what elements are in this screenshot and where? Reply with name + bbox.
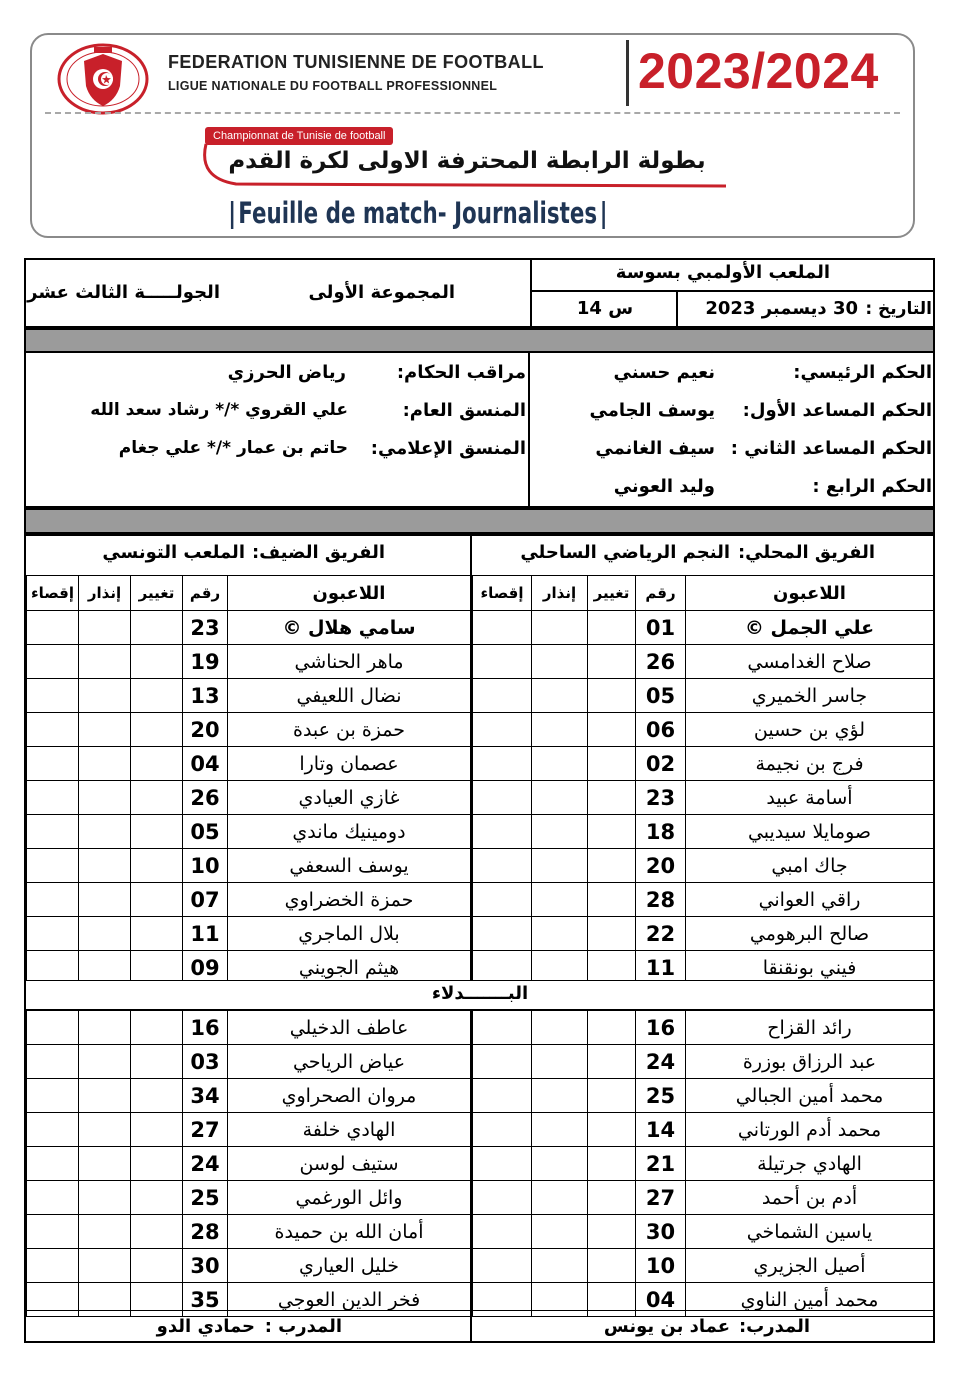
table-row bbox=[27, 883, 471, 917]
sheet-title bbox=[226, 196, 609, 230]
substitution-cell bbox=[131, 849, 183, 883]
expulsion-cell bbox=[473, 1113, 532, 1147]
dashed-separator bbox=[45, 112, 900, 114]
player-name: عياض الرياحي bbox=[228, 1045, 471, 1079]
league-name: LIGUE NATIONALE DU FOOTBALL PROFESSIONNEL bbox=[168, 79, 498, 93]
table-row bbox=[473, 645, 934, 679]
substitution-cell bbox=[588, 1079, 636, 1113]
substitution-cell bbox=[131, 781, 183, 815]
expulsion-cell bbox=[27, 645, 79, 679]
expulsion-cell bbox=[473, 781, 532, 815]
player-number: 25 bbox=[183, 1181, 228, 1215]
player-name: دومينيك ماندي bbox=[228, 815, 471, 849]
player-name: فرج بن نجيمة bbox=[686, 747, 934, 781]
player-name: فيني بونقنقا bbox=[686, 951, 934, 985]
player-number: 34 bbox=[183, 1079, 228, 1113]
player-number: 04 bbox=[183, 747, 228, 781]
table-row bbox=[27, 917, 471, 951]
expulsion-cell bbox=[27, 781, 79, 815]
player-name: راقي العواني bbox=[686, 883, 934, 917]
player-name: ياسين الشماخي bbox=[686, 1215, 934, 1249]
warning-cell bbox=[532, 849, 588, 883]
table-row bbox=[473, 713, 934, 747]
player-name: أسامة عبيد bbox=[686, 781, 934, 815]
player-number: 28 bbox=[183, 1215, 228, 1249]
warning-cell bbox=[79, 815, 131, 849]
substitution-cell bbox=[131, 1215, 183, 1249]
player-name: ستيف لوسن bbox=[228, 1147, 471, 1181]
match-time: س 14 bbox=[576, 298, 634, 319]
player-name: يوسف السعفي bbox=[228, 849, 471, 883]
player-number: 23 bbox=[636, 781, 686, 815]
warning-cell bbox=[79, 849, 131, 883]
stadium: الملعب الأولمبي بسوسة bbox=[615, 262, 830, 283]
away-coach: حمادي الدو bbox=[156, 1316, 255, 1337]
expulsion-cell bbox=[473, 1011, 532, 1045]
table-row bbox=[27, 1011, 471, 1045]
player-name: غازي العيادي bbox=[228, 781, 471, 815]
expulsion-cell bbox=[27, 883, 79, 917]
table-row bbox=[27, 1249, 471, 1283]
player-number: 01 bbox=[636, 611, 686, 645]
expulsion-cell bbox=[27, 1011, 79, 1045]
player-number: 14 bbox=[636, 1113, 686, 1147]
table-row bbox=[473, 781, 934, 815]
table-row bbox=[27, 1283, 471, 1317]
warning-cell bbox=[532, 1079, 588, 1113]
substitution-cell bbox=[131, 815, 183, 849]
info-divider-h bbox=[530, 290, 935, 292]
warning-cell bbox=[532, 611, 588, 645]
date-label: التاريخ : bbox=[865, 299, 932, 319]
player-name: الهادي خلفة bbox=[228, 1113, 471, 1147]
table-row bbox=[27, 611, 471, 645]
player-name: فخر الدين العوجي bbox=[228, 1283, 471, 1317]
player-number: 27 bbox=[636, 1181, 686, 1215]
expulsion-cell bbox=[27, 1113, 79, 1147]
table-row bbox=[27, 713, 471, 747]
player-name: أدم بن أحمد bbox=[686, 1181, 934, 1215]
player-name: ماهر الحناشي bbox=[228, 645, 471, 679]
expulsion-cell bbox=[27, 917, 79, 951]
player-name: محمد أدم الورتاني bbox=[686, 1113, 934, 1147]
substitution-cell bbox=[131, 917, 183, 951]
player-name: عصمان وتارا bbox=[228, 747, 471, 781]
substitution-cell bbox=[588, 883, 636, 917]
col-number: رقم bbox=[636, 576, 686, 611]
warning-cell bbox=[532, 1011, 588, 1045]
round-name: الجولـــــة الثالث عشر bbox=[27, 282, 220, 303]
table-header bbox=[27, 576, 471, 611]
substitution-cell bbox=[588, 1045, 636, 1079]
home-team-name: النجم الرياضي الساحلي bbox=[520, 542, 730, 563]
substitution-cell bbox=[588, 781, 636, 815]
player-name: أمان الله بن حميدة bbox=[228, 1215, 471, 1249]
player-name: بلال الماجري bbox=[228, 917, 471, 951]
expulsion-cell bbox=[473, 1147, 532, 1181]
warning-cell bbox=[532, 883, 588, 917]
table-row bbox=[473, 1079, 934, 1113]
media-coordinator: حاتم بن عمار */* علي جغام bbox=[118, 438, 348, 458]
warning-cell bbox=[532, 1249, 588, 1283]
warning-cell bbox=[79, 713, 131, 747]
warning-cell bbox=[532, 1215, 588, 1249]
warning-cell bbox=[79, 1045, 131, 1079]
col-warning: إنذار bbox=[79, 576, 131, 611]
expulsion-cell bbox=[27, 849, 79, 883]
main-referee: نعيم حسني bbox=[613, 362, 715, 383]
player-number: 18 bbox=[636, 815, 686, 849]
substitution-cell bbox=[131, 1249, 183, 1283]
assistant1-label: الحكم المساعد الأول: bbox=[742, 400, 932, 421]
substitution-cell bbox=[131, 747, 183, 781]
federation-logo bbox=[56, 42, 150, 116]
sheet-title-text: Feuille de match- Journalistes bbox=[238, 196, 598, 230]
warning-cell bbox=[532, 1045, 588, 1079]
table-row bbox=[473, 883, 934, 917]
away-starters-table bbox=[26, 575, 471, 985]
player-number: 24 bbox=[183, 1147, 228, 1181]
general-coordinator: علي القروي */* رشاد سعد الله bbox=[90, 400, 348, 420]
player-name: صلاح الغدامسي bbox=[686, 645, 934, 679]
expulsion-cell bbox=[27, 1181, 79, 1215]
substitution-cell bbox=[131, 645, 183, 679]
warning-cell bbox=[79, 1215, 131, 1249]
observer-label: مراقب الحكام: bbox=[396, 362, 526, 383]
table-row bbox=[473, 1045, 934, 1079]
table-row bbox=[27, 781, 471, 815]
player-number: 25 bbox=[636, 1079, 686, 1113]
table-row bbox=[27, 1079, 471, 1113]
home-subs-table bbox=[472, 1010, 934, 1317]
general-coordinator-label: المنسق العام: bbox=[402, 400, 526, 421]
fourth-official: وليد العوني bbox=[613, 476, 715, 497]
player-name: عبد الرزاق بوزرة bbox=[686, 1045, 934, 1079]
expulsion-cell bbox=[473, 1249, 532, 1283]
federation-name: FEDERATION TUNISIENNE DE FOOTBALL bbox=[168, 52, 544, 72]
player-name: رائد القزاح bbox=[686, 1011, 934, 1045]
player-number: 07 bbox=[183, 883, 228, 917]
player-number: 06 bbox=[636, 713, 686, 747]
substitution-cell bbox=[131, 1045, 183, 1079]
table-row bbox=[27, 1215, 471, 1249]
expulsion-cell bbox=[473, 849, 532, 883]
player-number: 21 bbox=[636, 1147, 686, 1181]
substitution-cell bbox=[588, 1283, 636, 1317]
col-warning: إنذار bbox=[532, 576, 588, 611]
expulsion-cell bbox=[473, 1079, 532, 1113]
col-expulsion: إقصاء bbox=[27, 576, 79, 611]
warning-cell bbox=[532, 781, 588, 815]
expulsion-cell bbox=[27, 815, 79, 849]
player-name: علي الجمل © bbox=[686, 611, 934, 645]
substitution-cell bbox=[588, 1011, 636, 1045]
table-row bbox=[473, 849, 934, 883]
warning-cell bbox=[532, 679, 588, 713]
assistant2-label: الحكم المساعد الثاني : bbox=[730, 438, 932, 459]
expulsion-cell bbox=[27, 1147, 79, 1181]
col-expulsion: إقصاء bbox=[473, 576, 532, 611]
player-name: جاسر الخميري bbox=[686, 679, 934, 713]
substitution-cell bbox=[131, 883, 183, 917]
expulsion-cell bbox=[473, 679, 532, 713]
warning-cell bbox=[79, 1011, 131, 1045]
substitution-cell bbox=[588, 849, 636, 883]
player-name: هيثم الجويني bbox=[228, 951, 471, 985]
player-number: 03 bbox=[183, 1045, 228, 1079]
player-name: الهادي جرتيلة bbox=[686, 1147, 934, 1181]
main-referee-label: الحكم الرئيسي: bbox=[793, 362, 932, 383]
table-row bbox=[473, 1215, 934, 1249]
expulsion-cell bbox=[473, 1215, 532, 1249]
warning-cell bbox=[79, 1249, 131, 1283]
expulsion-cell bbox=[27, 679, 79, 713]
substitution-cell bbox=[588, 611, 636, 645]
col-number: رقم bbox=[183, 576, 228, 611]
warning-cell bbox=[79, 1181, 131, 1215]
player-number: 19 bbox=[183, 645, 228, 679]
player-name: حمزة بن عبدة bbox=[228, 713, 471, 747]
warning-cell bbox=[79, 611, 131, 645]
assistant1: يوسف الجامي bbox=[589, 400, 715, 421]
table-row bbox=[473, 1113, 934, 1147]
warning-cell bbox=[532, 1283, 588, 1317]
player-number: 27 bbox=[183, 1113, 228, 1147]
col-players: اللاعبون bbox=[228, 576, 471, 611]
warning-cell bbox=[79, 679, 131, 713]
table-row bbox=[27, 679, 471, 713]
player-name: جاك امبي bbox=[686, 849, 934, 883]
player-number: 04 bbox=[636, 1283, 686, 1317]
player-number: 30 bbox=[636, 1215, 686, 1249]
player-name: حمزة الخضراوي bbox=[228, 883, 471, 917]
table-row bbox=[473, 747, 934, 781]
warning-cell bbox=[532, 815, 588, 849]
player-name: مروان الصحراوي bbox=[228, 1079, 471, 1113]
player-number: 16 bbox=[183, 1011, 228, 1045]
player-number: 10 bbox=[183, 849, 228, 883]
substitution-cell bbox=[588, 917, 636, 951]
player-number: 11 bbox=[183, 917, 228, 951]
warning-cell bbox=[79, 1079, 131, 1113]
substitution-cell bbox=[588, 1147, 636, 1181]
home-team-label: الفريق المحلي: bbox=[737, 542, 875, 563]
warning-cell bbox=[532, 1147, 588, 1181]
player-number: 26 bbox=[636, 645, 686, 679]
table-row bbox=[473, 1283, 934, 1317]
expulsion-cell bbox=[473, 645, 532, 679]
substitution-cell bbox=[588, 815, 636, 849]
match-date: 30 ديسمبر 2023 bbox=[705, 298, 858, 319]
expulsion-cell bbox=[27, 611, 79, 645]
player-name: أصيل الجزيري bbox=[686, 1249, 934, 1283]
info-divider bbox=[530, 258, 532, 328]
player-number: 24 bbox=[636, 1045, 686, 1079]
table-row bbox=[473, 1181, 934, 1215]
player-name: صالح البرهومي bbox=[686, 917, 934, 951]
substitution-cell bbox=[588, 1249, 636, 1283]
player-number: 02 bbox=[636, 747, 686, 781]
away-coach-label: المدرب : bbox=[264, 1316, 342, 1337]
header-divider bbox=[626, 40, 629, 106]
table-row bbox=[27, 1045, 471, 1079]
warning-cell bbox=[79, 645, 131, 679]
player-number: 23 bbox=[183, 611, 228, 645]
observer: رياض الحرزي bbox=[227, 362, 346, 383]
expulsion-cell bbox=[27, 1249, 79, 1283]
substitution-cell bbox=[131, 713, 183, 747]
expulsion-cell bbox=[473, 1045, 532, 1079]
player-number: 11 bbox=[636, 951, 686, 985]
officials-divider bbox=[528, 351, 530, 508]
coach-row-line bbox=[26, 1310, 933, 1311]
grey-band bbox=[24, 508, 935, 534]
player-name: لؤي بن حسين bbox=[686, 713, 934, 747]
player-number: 35 bbox=[183, 1283, 228, 1317]
player-name: محمد أمين الجبالي bbox=[686, 1079, 934, 1113]
substitution-cell bbox=[588, 713, 636, 747]
player-name: صومايلا سيديبي bbox=[686, 815, 934, 849]
player-name: وائل الورغمي bbox=[228, 1181, 471, 1215]
warning-cell bbox=[532, 1113, 588, 1147]
table-row bbox=[473, 1011, 934, 1045]
table-row bbox=[27, 1147, 471, 1181]
expulsion-cell bbox=[27, 713, 79, 747]
player-number: 20 bbox=[183, 713, 228, 747]
warning-cell bbox=[532, 713, 588, 747]
home-coach-label: المدرب: bbox=[738, 1316, 810, 1337]
substitution-cell bbox=[131, 1079, 183, 1113]
away-subs-table bbox=[26, 1010, 471, 1317]
grey-band bbox=[24, 328, 935, 353]
expulsion-cell bbox=[473, 1181, 532, 1215]
home-starters-table bbox=[472, 575, 934, 985]
substitution-cell bbox=[131, 1011, 183, 1045]
substitution-cell bbox=[131, 611, 183, 645]
expulsion-cell bbox=[27, 1045, 79, 1079]
expulsion-cell bbox=[27, 1079, 79, 1113]
table-row bbox=[27, 815, 471, 849]
championship-badge: Championnat de Tunisie de football bbox=[205, 127, 393, 145]
season-title: 2023/2024 bbox=[638, 43, 879, 99]
player-number: 30 bbox=[183, 1249, 228, 1283]
warning-cell bbox=[532, 645, 588, 679]
table-row bbox=[473, 611, 934, 645]
table-row bbox=[27, 849, 471, 883]
warning-cell bbox=[79, 747, 131, 781]
col-substitution: تغيير bbox=[131, 576, 183, 611]
table-row bbox=[27, 645, 471, 679]
table-row bbox=[27, 1113, 471, 1147]
expulsion-cell bbox=[473, 883, 532, 917]
player-number: 13 bbox=[183, 679, 228, 713]
player-number: 10 bbox=[636, 1249, 686, 1283]
substitution-cell bbox=[588, 1215, 636, 1249]
expulsion-cell bbox=[473, 1283, 532, 1317]
substitution-cell bbox=[588, 1181, 636, 1215]
warning-cell bbox=[79, 1147, 131, 1181]
warning-cell bbox=[532, 917, 588, 951]
warning-cell bbox=[532, 1181, 588, 1215]
substitution-cell bbox=[131, 1181, 183, 1215]
expulsion-cell bbox=[473, 713, 532, 747]
warning-cell bbox=[79, 781, 131, 815]
expulsion-cell bbox=[473, 815, 532, 849]
player-number: 05 bbox=[636, 679, 686, 713]
col-players: اللاعبون bbox=[686, 576, 934, 611]
expulsion-cell bbox=[27, 1283, 79, 1317]
media-coordinator-label: المنسق الإعلامي: bbox=[370, 438, 526, 459]
warning-cell bbox=[532, 747, 588, 781]
table-row bbox=[473, 815, 934, 849]
player-name: سامي هلال © bbox=[228, 611, 471, 645]
table-row bbox=[473, 679, 934, 713]
player-number: 28 bbox=[636, 883, 686, 917]
substitution-cell bbox=[588, 747, 636, 781]
warning-cell bbox=[79, 883, 131, 917]
away-team-name: الملعب التونسي bbox=[102, 542, 245, 563]
player-number: 26 bbox=[183, 781, 228, 815]
warning-cell bbox=[79, 917, 131, 951]
substitution-cell bbox=[131, 1283, 183, 1317]
player-number: 16 bbox=[636, 1011, 686, 1045]
substitution-cell bbox=[131, 1147, 183, 1181]
substitution-cell bbox=[588, 1113, 636, 1147]
expulsion-cell bbox=[473, 917, 532, 951]
player-name: محمد أمين الناوي bbox=[686, 1283, 934, 1317]
player-number: 22 bbox=[636, 917, 686, 951]
table-header bbox=[473, 576, 934, 611]
substitution-cell bbox=[131, 1113, 183, 1147]
table-row bbox=[473, 917, 934, 951]
player-number: 09 bbox=[183, 951, 228, 985]
info-divider-v2 bbox=[676, 290, 678, 328]
player-number: 20 bbox=[636, 849, 686, 883]
expulsion-cell bbox=[473, 611, 532, 645]
fourth-official-label: الحكم الرابع : bbox=[812, 476, 932, 497]
subs-title: البـــــــدلاء bbox=[431, 983, 529, 1004]
substitution-cell bbox=[588, 645, 636, 679]
table-row bbox=[27, 747, 471, 781]
table-row bbox=[27, 1181, 471, 1215]
assistant2: سيف الغانمي bbox=[595, 438, 715, 459]
warning-cell bbox=[79, 1283, 131, 1317]
warning-cell bbox=[79, 1113, 131, 1147]
away-team-label: الفريق الضيف: bbox=[252, 542, 385, 563]
player-name: نضال اللعيفي bbox=[228, 679, 471, 713]
substitution-cell bbox=[131, 679, 183, 713]
group-name: المجموعة الأولى bbox=[308, 282, 455, 303]
table-row bbox=[473, 1249, 934, 1283]
expulsion-cell bbox=[27, 747, 79, 781]
home-coach: عماد بن يونس bbox=[603, 1316, 730, 1337]
expulsion-cell bbox=[473, 747, 532, 781]
player-name: عاطف الدخيلي bbox=[228, 1011, 471, 1045]
expulsion-cell bbox=[27, 1215, 79, 1249]
player-number: 05 bbox=[183, 815, 228, 849]
championship-arabic-title: بطولة الرابطة المحترفة الاولى لكرة القدم bbox=[228, 148, 706, 174]
player-name: خليل العياري bbox=[228, 1249, 471, 1283]
substitution-cell bbox=[588, 679, 636, 713]
col-substitution: تغيير bbox=[588, 576, 636, 611]
table-row bbox=[473, 1147, 934, 1181]
